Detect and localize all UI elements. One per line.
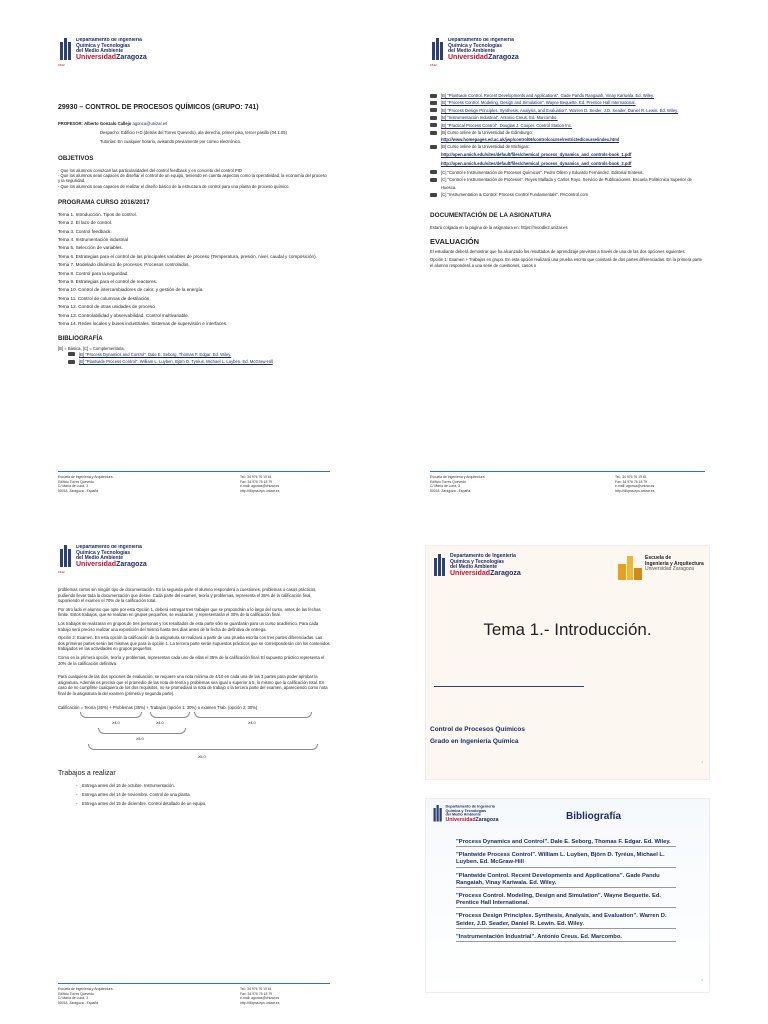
book-icon: [68, 360, 75, 364]
logo-uni-city: Zaragoza: [116, 53, 147, 61]
university-crest-icon: [432, 554, 446, 580]
footer-line: C/ María de Luna, 3: [58, 996, 88, 1001]
logo-line: Departamento de Ingeniería: [76, 38, 142, 43]
topic-item: Tema 13. Controlabilidad y observabilidad. Control multivariable.: [58, 312, 189, 318]
book-icon: [68, 352, 75, 356]
reference-item: [430, 114, 705, 121]
slide-bibliography-list: [456, 839, 676, 942]
reference-item: [430, 191, 705, 198]
paragraph: Por otro lado el alumno que opte por esta Opción 1, deberá entregar tres trabajos que se propondrán a lo largo del curso, antes de las fechas límite. Estos trabajos, que se realizan en grupos pequeños, se evaluarán, y representarán el 30% de la calificación final.: [58, 606, 321, 618]
reference-item: [430, 143, 705, 150]
reference-item: [58, 351, 330, 358]
reference-text: [B] "Instrumentación Industrial". Antonio Creus. Ed. Marcombo.: [441, 115, 558, 121]
edinburgh-course-link[interactable]: http://www.homepages.ed.ac.uk/jwp/control06/controlcourse/restricted/course/index.html: [441, 137, 620, 143]
reference-item: [430, 107, 705, 114]
book-icon: [430, 108, 437, 112]
logo-uni: Universidad: [76, 53, 117, 61]
logo-line: del Medio Ambiente: [445, 812, 481, 817]
logo-line: del Medio Ambiente: [448, 48, 496, 54]
eval-text: El estudiante deberá demostrar que ha alcanzado los resultados de aprendizaje previstos a través de una de las dos opciones siguientes:: [430, 248, 686, 254]
school-line: Ingeniería y Arquitectura: [645, 560, 704, 567]
bib-legend: [B] = Básica, [C] = Complementaria.: [58, 345, 125, 351]
footer-line: http://diiqma.eps.unizar.es: [240, 1000, 280, 1005]
school-line: Escuela de: [645, 555, 672, 561]
footer-line: Escuela de Ingeniería y Arquitectura: [58, 987, 113, 992]
logo-line: del Medio Ambiente: [76, 555, 124, 561]
objective-item: - Que los alumnos sean capaces de realizar el diseño básico de la estructura de control para una planta de proceso químico.: [58, 183, 290, 189]
page-footer: [58, 471, 330, 493]
university-crest-icon: 1542: [58, 545, 72, 571]
footer-line: C/ María de Luna, 3: [430, 484, 460, 489]
topic-item: Tema 1. Introducción. Tipos de control.: [58, 211, 137, 217]
department-logo: [430, 38, 705, 74]
logo-line: Departamento de Ingeniería: [445, 804, 495, 809]
department-logo: [432, 805, 499, 832]
university-crest-icon: 1542: [430, 38, 444, 64]
footer-line: Escuela de Ingeniería y Arquitectura: [58, 475, 113, 480]
brace-theory-problems: [98, 728, 186, 734]
reference-item: [430, 129, 705, 136]
threshold-label: ≥5.0: [198, 754, 206, 760]
slide-number: 1: [701, 760, 703, 764]
logo-uni: Universidad: [445, 816, 476, 822]
slide-title: Tema 1.- Introducción.: [483, 620, 652, 639]
logo-uni: Universidad: [450, 569, 491, 577]
work-item: - Entrega antes del 16 de octubre. Instrumentación.: [82, 781, 330, 790]
bib-item: "Process Dynamics and Control". Dale E. Seborg, Thomas F. Edgar. Ed. Wiley.: [456, 839, 676, 847]
slide-2: [425, 798, 710, 993]
footer-line: 50018. Zaragoza - España: [58, 1000, 99, 1005]
footer-line: e-mail: agonca@unizar.es: [615, 484, 655, 489]
document-page-2: [430, 38, 705, 493]
topic-item: Tema 4. Instrumentación industrial: [58, 237, 128, 243]
grading-braces-diagram: [58, 712, 330, 768]
reference-text: [B] Curso online de la Universidad de Michigan:: [441, 144, 530, 150]
slide-subtitle: Control de Procesos Químicos: [430, 726, 525, 733]
logo-uni-city: Zaragoza: [116, 560, 147, 568]
slide-title: Bibliografía: [566, 811, 622, 822]
university-crest-icon: 1542: [58, 38, 72, 64]
logo-uni-city: Zaragoza: [475, 816, 499, 822]
threshold-label: ≥5.0: [136, 736, 144, 742]
book-icon: [430, 101, 437, 105]
reference-text: [B] "Plantwide Control. Recent Developments and Applications". Gade Pandu Rangaiah, Vinay Kariwala. Ed. Wiley.: [441, 93, 655, 98]
logo-uni-city: Zaragoza: [490, 569, 521, 577]
reference-item: [58, 358, 330, 365]
paragraph: Como en la primera opción, teoría y problemas, representan cada uno de ellas el 35% de la calificación final. El supuesto práctico representa el 30% de la calificación definitiva.: [58, 654, 325, 666]
book-icon: [430, 170, 437, 174]
logo-line: Química y Tecnologías: [445, 808, 487, 813]
footer-line: Tel.: 34 976 76 19 61: [615, 475, 647, 480]
prof-label: PROFESOR:: [58, 121, 83, 126]
objective-item: - Que los alumnos conozcan las particularidades del control feedback y en concreto del control PID: [58, 168, 242, 173]
footer-line: e-mail: agonca@unizar.es: [240, 996, 280, 1001]
topic-item: Tema 9. Estrategias para el control de reactores.: [58, 279, 158, 285]
paragraph: Opción 2: Examen. En esta opción la calificación de la asignatura se realizará a partir de una prueba escrita con tres partes diferenciadas. Las dos primeras partes serán las mismas que para la opción 1. La tercera parte serán supuestos prácticos que se corresponderán con los contenidos trabajados en las actividades en grupos pequeños.: [58, 635, 330, 652]
threshold-label: ≥4.0: [248, 720, 256, 726]
footer-line: Edificio Torres Quevedo: [58, 479, 94, 484]
footer-line: C/ María de Luna, 3: [58, 484, 88, 489]
document-page-3: [58, 545, 330, 1005]
reference-item: [430, 92, 705, 99]
topic-item: Tema 8. Control para la seguridad.: [58, 270, 129, 276]
department-logo: [58, 38, 330, 74]
footer-line: 50018. Zaragoza - España: [430, 488, 471, 493]
paragraph: Para cualquiera de las dos opciones de evaluación, se requiere una nota mínima de 4/10 en cada una de las 3 partes para poder aprobar la asignatura. Además es preciso que el promedio de las nota de teoría y problemas sea igual o superior a 5, lo mismo que la calificación total. En caso de no cumplirse cualquiera de los dos requisitos, no se promediará la nota de trabajo o la tercera parte del examen, apareciendo como nota final de la asignatura la del examen (primera y segunda parte).: [58, 674, 328, 696]
footer-line: http://diiqma.eps.unizar.es: [615, 488, 655, 493]
reference-text: [B] "Process Dynamics and Control". Dale E. Seborg, Thomas F. Edgar. Ed. Wiley.: [79, 351, 232, 357]
topic-item: Tema 14. Redes locales y buses industriales. Sistemas de supervisión e interfaces.: [58, 321, 228, 327]
department-logo: [432, 554, 521, 590]
documentacion-heading: DOCUMENTACIÓN DE LA ASIGNATURA: [430, 212, 552, 220]
footer-line: Edificio Torres Quevedo: [58, 991, 94, 996]
paragraph: problemas cortos sin ningún tipo de documentación. En la segunda parte el alumno responderá a cuestiones, problemas o casos prácticos, pudiendo llevar toda la documentación que desee. Cada parte del examen, teoría y problemas, representa el 35% de la calificación final, suponiendo el examen el 70% de la calificación total.: [58, 587, 317, 604]
reference-text: [B] "Practical Process Control". Douglas J. Cooper. Control Station Inc.: [441, 122, 572, 128]
logo-uni: Universidad: [76, 560, 117, 568]
professor-block: [58, 121, 330, 145]
school-logo: [618, 556, 704, 580]
footer-line: 50018. Zaragoza - España: [58, 488, 99, 493]
page-footer: [58, 983, 330, 1005]
book-icon: [430, 116, 437, 120]
logo-line: del Medio Ambiente: [76, 48, 124, 54]
logo-line: Química y Tecnologías: [450, 558, 505, 565]
footer-line: Fax: 34 976 76 18 79: [240, 479, 273, 484]
brace-work: [194, 712, 312, 718]
bibliografia-heading: BIBLIOGRAFÍA: [58, 334, 103, 342]
logo-line: Química y Tecnologías: [448, 42, 503, 49]
computer-icon: [430, 131, 437, 135]
footer-line: http://diiqma.eps.unizar.es: [240, 488, 280, 493]
bib-item: "Instrumentación Industrial". Antonio Creus. Ed. Marcombo.: [456, 934, 676, 942]
topic-item: Tema 6. Estrategias para el control de las principales variables de proceso (Temperatura, presión, nivel, caudal y composición).: [58, 253, 317, 259]
book-icon: [430, 178, 437, 182]
reference-text: [C] "Instrumentation & Control: Process Control Fundamentals". PAControl.com: [441, 192, 588, 198]
book-icon: [430, 94, 437, 98]
school-line: Universidad Zaragoza: [645, 566, 694, 572]
reference-text: [B] "Plantwide Process Control". William L. Luyben, Björn D. Tyréus, Michael L. Luyben. Ed. McGraw-Hill: [79, 359, 273, 365]
document-page-1: [58, 38, 330, 493]
topic-item: Tema 5. Selección de variables.: [58, 245, 123, 251]
bib-item: "Plantwide Process Control". William L. Luyben, Björn D. Tyréus, Michael L. Luyben. Ed. McGraw-Hill: [456, 852, 676, 867]
trabajos-heading: Trabajos a realizar: [58, 770, 116, 778]
evaluation-body: [58, 587, 330, 710]
logo-uni-city: Zaragoza: [488, 53, 519, 61]
school-emblem-icon: [618, 556, 642, 580]
reference-item: [430, 99, 705, 106]
option1-text: Opción 1: Examen + Trabajos en grupo. En esta opción realizará una prueba escrito que constará de dos partes diferenciadas. En la primera parte el alumno responderá a una serie de cuestiones, casos o: [430, 257, 702, 269]
logo-line: del Medio Ambiente: [450, 564, 498, 570]
reference-item: [430, 122, 705, 129]
footer-line: e-mail: agonca@unizar.es: [240, 484, 280, 489]
footer-line: Tel.: 34 976 76 19 61: [240, 987, 272, 992]
footer-line: Escuela de Ingeniería y Arquitectura: [430, 475, 485, 480]
topics-list: [58, 211, 330, 329]
slide-number: 2: [701, 978, 703, 982]
brace-total: [88, 744, 318, 750]
reference-item: [430, 176, 705, 191]
topic-item: Tema 10. Control de intercambiadores de calor, y gestión de la energía.: [58, 287, 204, 293]
topic-item: Tema 7. Modelado dinámico de procesos. Procesos controlados.: [58, 262, 190, 268]
reference-text: [B] Curso online de la Universidad de Edimburgo:: [441, 130, 533, 136]
slide-1: [425, 545, 710, 780]
title-divider: [434, 686, 584, 687]
objetivos-heading: OBJETIVOS: [58, 155, 94, 162]
logo-line: Departamento de Ingeniería: [450, 553, 516, 559]
bib-item: "Process Control. Modeling, Design and Simulation". Wayne Bequette. Ed. Prentice Hall International.: [456, 893, 676, 908]
course-title: 29930 – CONTROL DE PROCESOS QUÍMICOS (GRUPO: 741): [58, 104, 259, 111]
office-text: Despacho: Edificio I+D (detrás del Torres Quevedo), ala derecha, primer piso, tercer pasillo (04.1.05): [100, 130, 287, 135]
footer-line: Fax: 34 976 76 18 79: [240, 991, 273, 996]
footer-line: Edificio Torres Quevedo: [430, 479, 466, 484]
reference-text: [B] "Process Control. Modeling, Design and Simulation". Wayne Bequette. Ed. Prentice Hall International.: [441, 100, 636, 106]
logo-uni: Universidad: [448, 53, 489, 61]
bib-item: "Process Design Principles. Synthesis, Analysis, and Evaluation". Warren D. Seider, J.D. Seader, Daniel R. Lewin. Ed. Wiley.: [456, 913, 676, 928]
michigan-book1-link[interactable]: http://open.umich.edu/sites/default/files/chemical_process_dynamics_and_controls-book_1.pdf: [441, 151, 632, 157]
prof-name: Alberto Gonzalo Callejo: [84, 121, 132, 126]
reference-text: [C] "Control e Instrumentación de Procesos Químicos". Pedro Ollero y Eduardo Fernández. Editorial Síntesis.: [441, 169, 644, 175]
tutorias-text: Tutorías: En cualquier horario, avisando previamente por correo electrónico.: [100, 139, 242, 144]
topic-item: Tema 2. El lazo de control.: [58, 220, 113, 226]
doc-text: Estará colgada en la página de la asignatura en: https://moodle2.unizar.es: [430, 225, 568, 231]
computer-icon: [430, 145, 437, 149]
prof-email-link[interactable]: agonca@unizar.es: [132, 121, 168, 126]
logo-line: Química y Tecnologías: [76, 42, 131, 49]
objective-item: - Que los alumnos sean capaces de diseñar el control de un equipo, teniendo en cuenta aspectos como la operatividad, la economía del proceso y la seguridad.: [58, 173, 327, 184]
computer-icon: [430, 193, 437, 197]
slide-subtitle: Grado en Ingeniería Química: [430, 738, 519, 745]
objectives-list: [58, 168, 330, 189]
university-crest-icon: [432, 805, 443, 825]
works-list: [58, 781, 330, 808]
work-item: - Entrega antes del 14 de noviembre. Control de una planta.: [82, 790, 330, 799]
department-logo: [58, 545, 330, 581]
work-item: - Entrega antes del 15 de diciembre. Control detallado de un equipo.: [82, 799, 330, 808]
bib-item: "Plantwide Control. Recent Developments and Applications". Gade Pandu Rangaiah, Vinay Kariwala. Ed. Wiley.: [456, 873, 676, 888]
footer-line: Fax: 34 976 76 18 79: [615, 479, 648, 484]
grading-formula: Calificación = Teoría (35%) + Problemas (35%) + Trabajos (opción 1: 30%) o examen Trab. (opción 2; 30%): [58, 704, 258, 710]
brace-problems: [150, 712, 190, 718]
footer-line: Tel.: 34 976 76 19 61: [240, 475, 272, 480]
topic-item: Tema 3. Control feedback.: [58, 228, 112, 234]
logo-line: Química y Tecnologías: [76, 549, 131, 556]
logo-line: Departamento de Ingeniería: [76, 545, 142, 550]
reference-text: [B] "Process Design Principles. Synthesis, Analysis, and Evaluation". Warren D. Seider, J.D. Seader, Daniel R. Lewin. Ed. Wiley.: [441, 107, 679, 113]
threshold-label: ≥4.0: [112, 720, 120, 726]
page-footer: [430, 471, 705, 493]
programa-heading: PROGRAMA CURSO 2016/2017: [58, 198, 150, 206]
michigan-book2-link[interactable]: http://open.umich.edu/sites/default/files/chemical_process_dynamics_and_controls-book_2.pdf: [441, 160, 632, 166]
evaluacion-heading: EVALUACIÓN: [430, 236, 480, 246]
topic-item: Tema 11. Control de columnas de destilación.: [58, 295, 151, 301]
threshold-label: ≥4.0: [156, 720, 164, 726]
reference-text: [C] "Control e Instrumentación de Procesos". Reyes Mallada y Carlos Royo. Servicio de Publicaciones. Escuela Politécnica Superior de Huesca.: [441, 177, 692, 190]
paragraph: Los trabajos se realizaran en grupos de tres personas y los resultados de esta parte sólo se guardarán para un curso académico. Para cada trabajo será preciso realizar una exposición del mismo hasta tres días antes de la fecha de definitiva de entrega.: [58, 620, 319, 632]
topic-item: Tema 12. Control de otras unidades de proceso: [58, 304, 155, 310]
brace-theory: [80, 712, 142, 718]
logo-line: Departamento de Ingeniería: [448, 38, 514, 43]
book-icon: [430, 123, 437, 127]
reference-item: [430, 169, 705, 176]
